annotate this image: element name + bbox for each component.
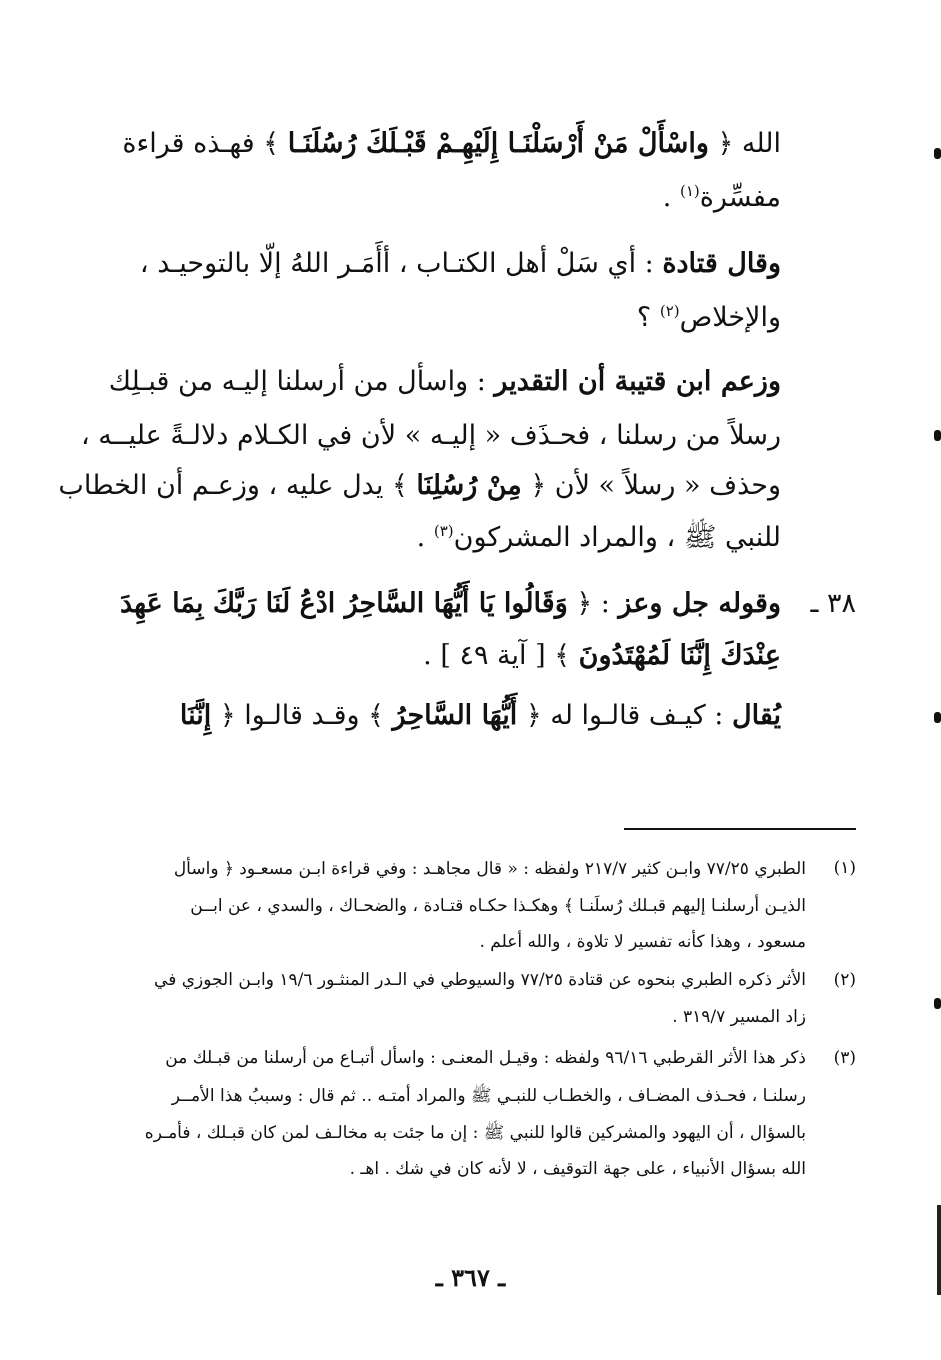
quran-quote: مِنْ رُسُلِنَا	[416, 470, 522, 501]
speaker: يُقال	[731, 700, 781, 731]
quran-quote: أَيُّهَا السَّاحِرُ	[392, 700, 518, 731]
footnote-number: (٣)	[833, 1048, 856, 1068]
footnote-ref: (١)	[679, 182, 700, 200]
footnote-number: (٢)	[833, 970, 856, 990]
quran-quote: عِنْدَكَ إِنَّنَا لَمُهْتَدُونَ	[578, 640, 781, 671]
footnote-number: (١)	[833, 858, 856, 878]
text-line: مفسِّرة$^{(١)}$ .	[662, 182, 781, 213]
text-line: للنبي ﷺ ، والمراد المشركون$^{(٣)}$ .	[416, 522, 781, 553]
text-line: وقال قتادة : أي سَلْ أهل الكتـاب ، أأَمَـر اللهُ إلّا بالتوحيـد ،	[139, 248, 781, 279]
footnote-line: رسلنـا ، فحـذف المضـاف ، والخطـاب للنبـي ﷺ والمراد أمتـه .. ثم قال : وسببُ هذا الأمــر	[171, 1086, 806, 1106]
footnote-ref: (٣)	[433, 522, 454, 540]
quran-quote: وَقَالُوا يَا أَيُّهَا السَّاحِرُ ادْعُ لَنَا رَبَّكَ بِمَا عَهِدَ	[120, 588, 568, 619]
text-line: يُقال : كيـف قالـوا له ﴿ أَيُّهَا السَّاحِرُ ﴾ وقـد قالـوا ﴿ إِنَّنَا	[179, 700, 781, 731]
footnote-line: الذيـن أرسلنـا إليهم قبـلك رُسلَنـا ﴾ وهكـذا حكـاه قتـادة ، والضحـاك ، والسدي ، عن ابــن	[190, 896, 806, 916]
footnote-line: ذكر هذا الأثر القرطبي ٩٦/١٦ ولفظه : وقيـل المعنـى : واسأل أتبـاع من أرسلنا من قبـلك من	[165, 1048, 806, 1068]
verse-intro: وقوله جل وعز	[618, 588, 781, 619]
footnote-separator	[624, 828, 856, 830]
quran-quote: واسْأَلْ مَنْ أَرْسَلْنَـا إِلَيْهِـمْ قَبْـلَكَ رُسُلَنَـا	[287, 128, 709, 159]
footnote-line: الطبري ٧٧/٢٥ وابـن كثير ٢١٧/٧ ولفظه : « قال مجاهـد : وفي قراءة ابـن مسعـود ﴿ واسأل	[173, 859, 806, 879]
text-line: وقوله جل وعز : ﴿ وَقَالُوا يَا أَيُّهَا السَّاحِرُ ادْعُ لَنَا رَبَّكَ بِمَا عَهِدَ	[120, 588, 781, 619]
text-line: وحذف « رسلاً » لأن ﴿ مِنْ رُسُلِنَا ﴾ يدل عليه ، وزعـم أن الخطاب	[58, 470, 781, 501]
text-line: الله ﴿ واسْأَلْ مَنْ أَرْسَلْنَـا إِلَيْهِـمْ قَبْـلَكَ رُسُلَنَـا ﴾ فهـذه قراءة	[122, 128, 781, 159]
speaker: وقال قتادة	[662, 248, 781, 279]
text-line: وزعم ابن قتيبة أن التقدير : واسأل من أرسلنا إليـه من قبـلِك	[108, 366, 781, 397]
verse-number: ٣٨ ـ	[810, 588, 856, 619]
page-number: ـ ٣٦٧ ـ	[435, 1263, 506, 1292]
text-line: والإخلاص$^{(٢)}$ ؟	[636, 302, 781, 333]
speaker: وزعم ابن قتيبة أن التقدير	[494, 366, 781, 397]
footnote-ref: (٢)	[659, 302, 680, 320]
margin-mark	[934, 430, 941, 441]
footnote-line: زاد المسير ٣١٩/٧ .	[672, 1007, 806, 1027]
margin-mark	[934, 148, 941, 159]
footnote-line: الله بسؤال الأنبياء ، على جهة التوقيف ، لا لأنه كان في شك . اهـ .	[349, 1159, 806, 1179]
footnote-line: بالسؤال ، أن اليهود والمشركين قالوا للنبي ﷺ : إن ما جئت به مخالـف لمن كان قبـلك ، فأمـره	[144, 1123, 806, 1143]
margin-mark	[934, 998, 941, 1009]
margin-mark	[934, 712, 941, 723]
text-line: عِنْدَكَ إِنَّنَا لَمُهْتَدُونَ ﴾ [ آية ٤٩ ] .	[423, 640, 781, 671]
quran-quote: إِنَّنَا	[179, 700, 212, 731]
text-line: رسلاً من رسلنا ، فحـذَف « إليـه » لأن في الكـلام دلالـةً عليــه ،	[80, 420, 781, 451]
footnote-line: مسعود ، وهذا كأنه تفسير لا تلاوة ، والله أعلم .	[479, 932, 806, 952]
footnote-line: الأثر ذكره الطبري بنحوه عن قتادة ٧٧/٢٥ والسيوطي في الـدر المنثـور ١٩/٦ وابـن الجوزي في	[154, 970, 806, 990]
